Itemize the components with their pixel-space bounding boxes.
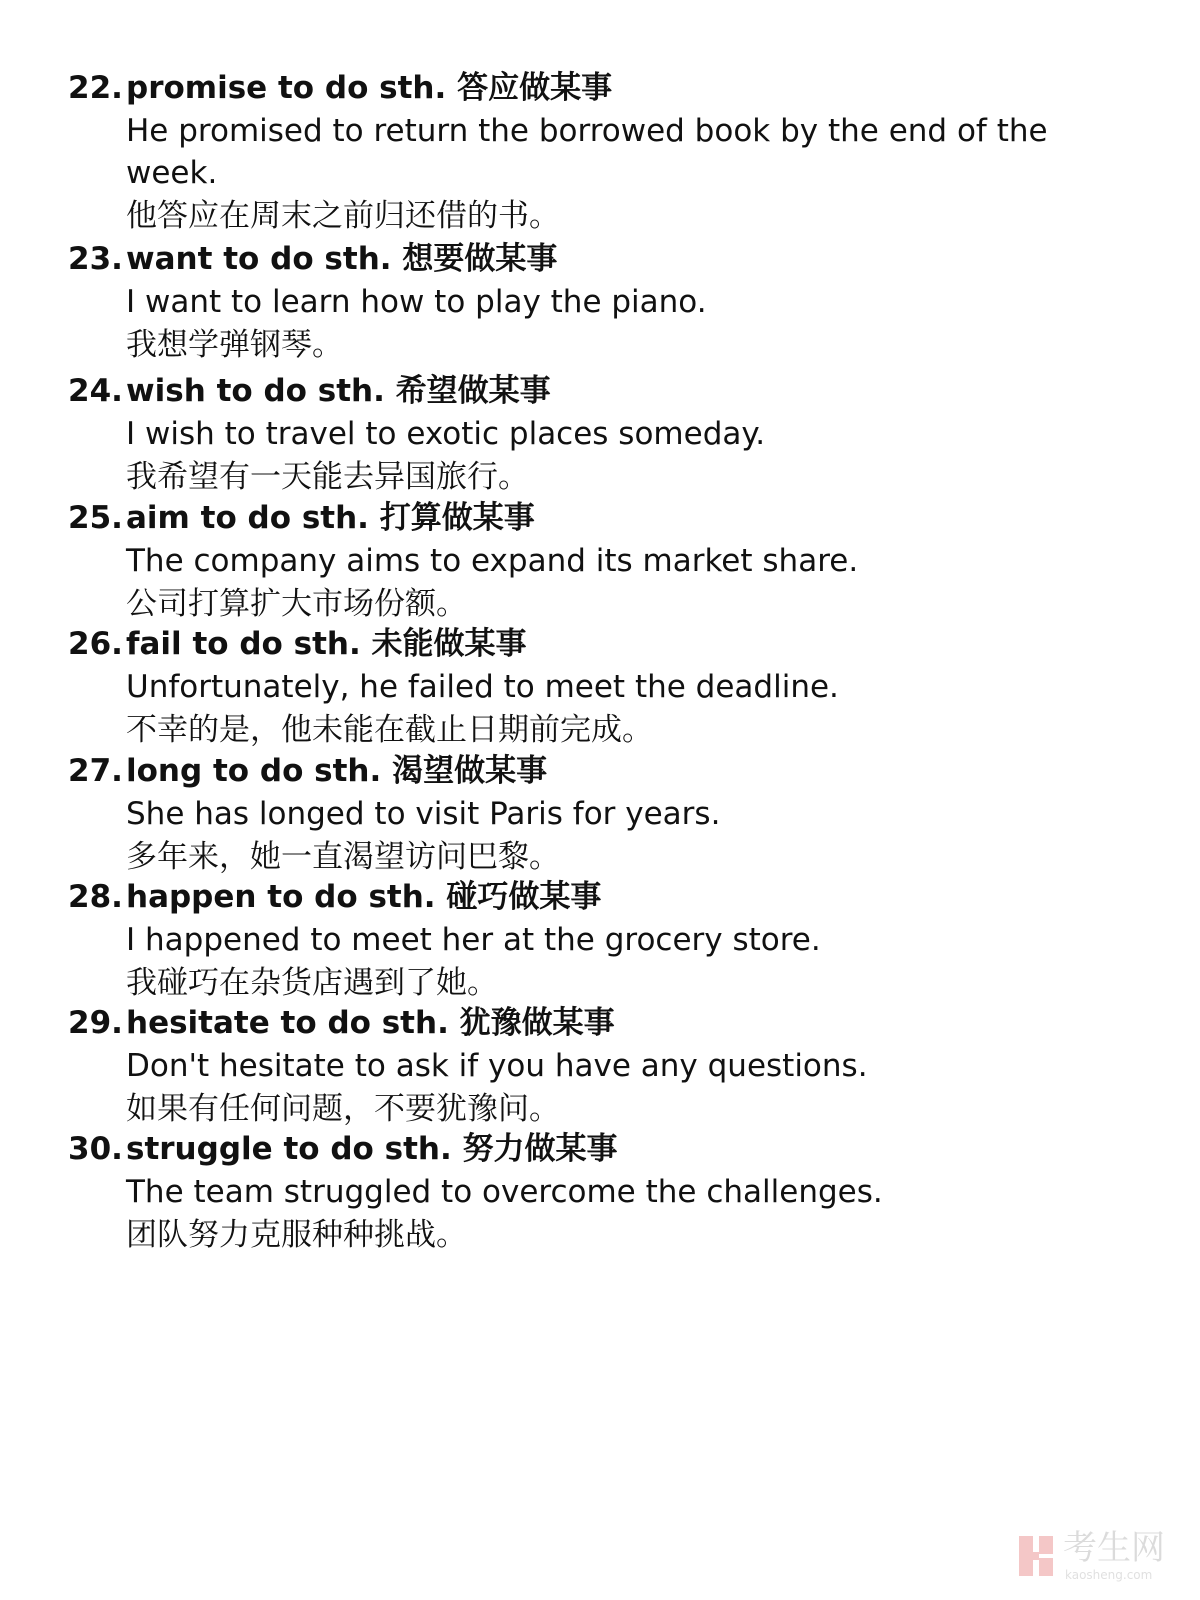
phrase-entry-27 [68,749,1148,879]
phrase-entry-22 [68,66,1148,238]
entry-phrase: struggle to do sth. 努力做某事 [126,1131,618,1167]
entry-heading [68,1127,1148,1171]
phrase-entry-28 [68,875,1148,1005]
entry-example: I want to learn how to play the piano. [126,284,707,320]
entry-heading [68,496,1148,540]
watermark-text: 考生网 [1063,1528,1165,1568]
entry-heading [68,369,1148,413]
phrase-entry-25 [68,496,1148,626]
entry-number: 26. [68,626,123,662]
entry-phrase: long to do sth. 渴望做某事 [126,753,548,789]
entry-heading [68,1001,1148,1045]
entry-example: I wish to travel to exotic places someday. [126,416,766,452]
entry-heading [68,237,1148,281]
entry-example: Don't hesitate to ask if you have any questions. [126,1048,868,1084]
entry-number: 25. [68,500,123,536]
entry-translation: 我碰巧在杂货店遇到了她。 [126,965,498,1001]
phrase-entry-30 [68,1127,1148,1257]
entry-translation: 不幸的是，他未能在截止日期前完成。 [126,712,653,748]
entry-example: I happened to meet her at the grocery store. [126,922,821,958]
phrase-entry-24 [68,369,1148,499]
entry-number: 27. [68,753,123,789]
entry-example: Unfortunately, he failed to meet the deadline. [126,669,839,705]
entry-phrase: hesitate to do sth. 犹豫做某事 [126,1005,615,1041]
entry-translation: 多年来，她一直渴望访问巴黎。 [126,839,560,875]
entry-phrase: aim to do sth. 打算做某事 [126,500,535,536]
entry-heading [68,622,1148,666]
phrase-entry-26 [68,622,1148,752]
entry-translation: 我想学弹钢琴。 [126,327,343,363]
entry-phrase: fail to do sth. 未能做某事 [126,626,527,662]
watermark [1017,1526,1182,1586]
entry-phrase: promise to do sth. 答应做某事 [126,70,613,106]
phrase-entry-23 [68,237,1148,367]
entry-number: 30. [68,1131,123,1167]
entry-translation: 团队努力克服种种挑战。 [126,1217,467,1253]
entry-number: 29. [68,1005,123,1041]
entry-heading [68,66,1148,110]
entry-example: The company aims to expand its market share. [126,543,859,579]
entry-number: 24. [68,373,123,409]
entry-heading [68,875,1148,919]
entry-number: 23. [68,241,123,277]
phrase-entry-29 [68,1001,1148,1131]
entry-translation: 我希望有一天能去异国旅行。 [126,459,529,495]
entry-phrase: happen to do sth. 碰巧做某事 [126,879,602,915]
kaosheng-logo-icon [1017,1534,1055,1578]
entry-phrase: wish to do sth. 希望做某事 [126,373,551,409]
watermark-url: kaosheng.com [1065,1568,1153,1582]
entry-example: He promised to return the borrowed book by the end of the week. [126,113,1048,191]
entry-number: 22. [68,70,123,106]
entry-translation: 公司打算扩大市场份额。 [126,586,467,622]
entry-number: 28. [68,879,123,915]
entry-heading [68,749,1148,793]
entry-phrase: want to do sth. 想要做某事 [126,241,558,277]
entry-translation: 他答应在周末之前归还借的书。 [126,198,560,234]
entry-example: She has longed to visit Paris for years. [126,796,721,832]
entry-translation: 如果有任何问题，不要犹豫问。 [126,1091,560,1127]
entry-example: The team struggled to overcome the challenges. [126,1174,883,1210]
